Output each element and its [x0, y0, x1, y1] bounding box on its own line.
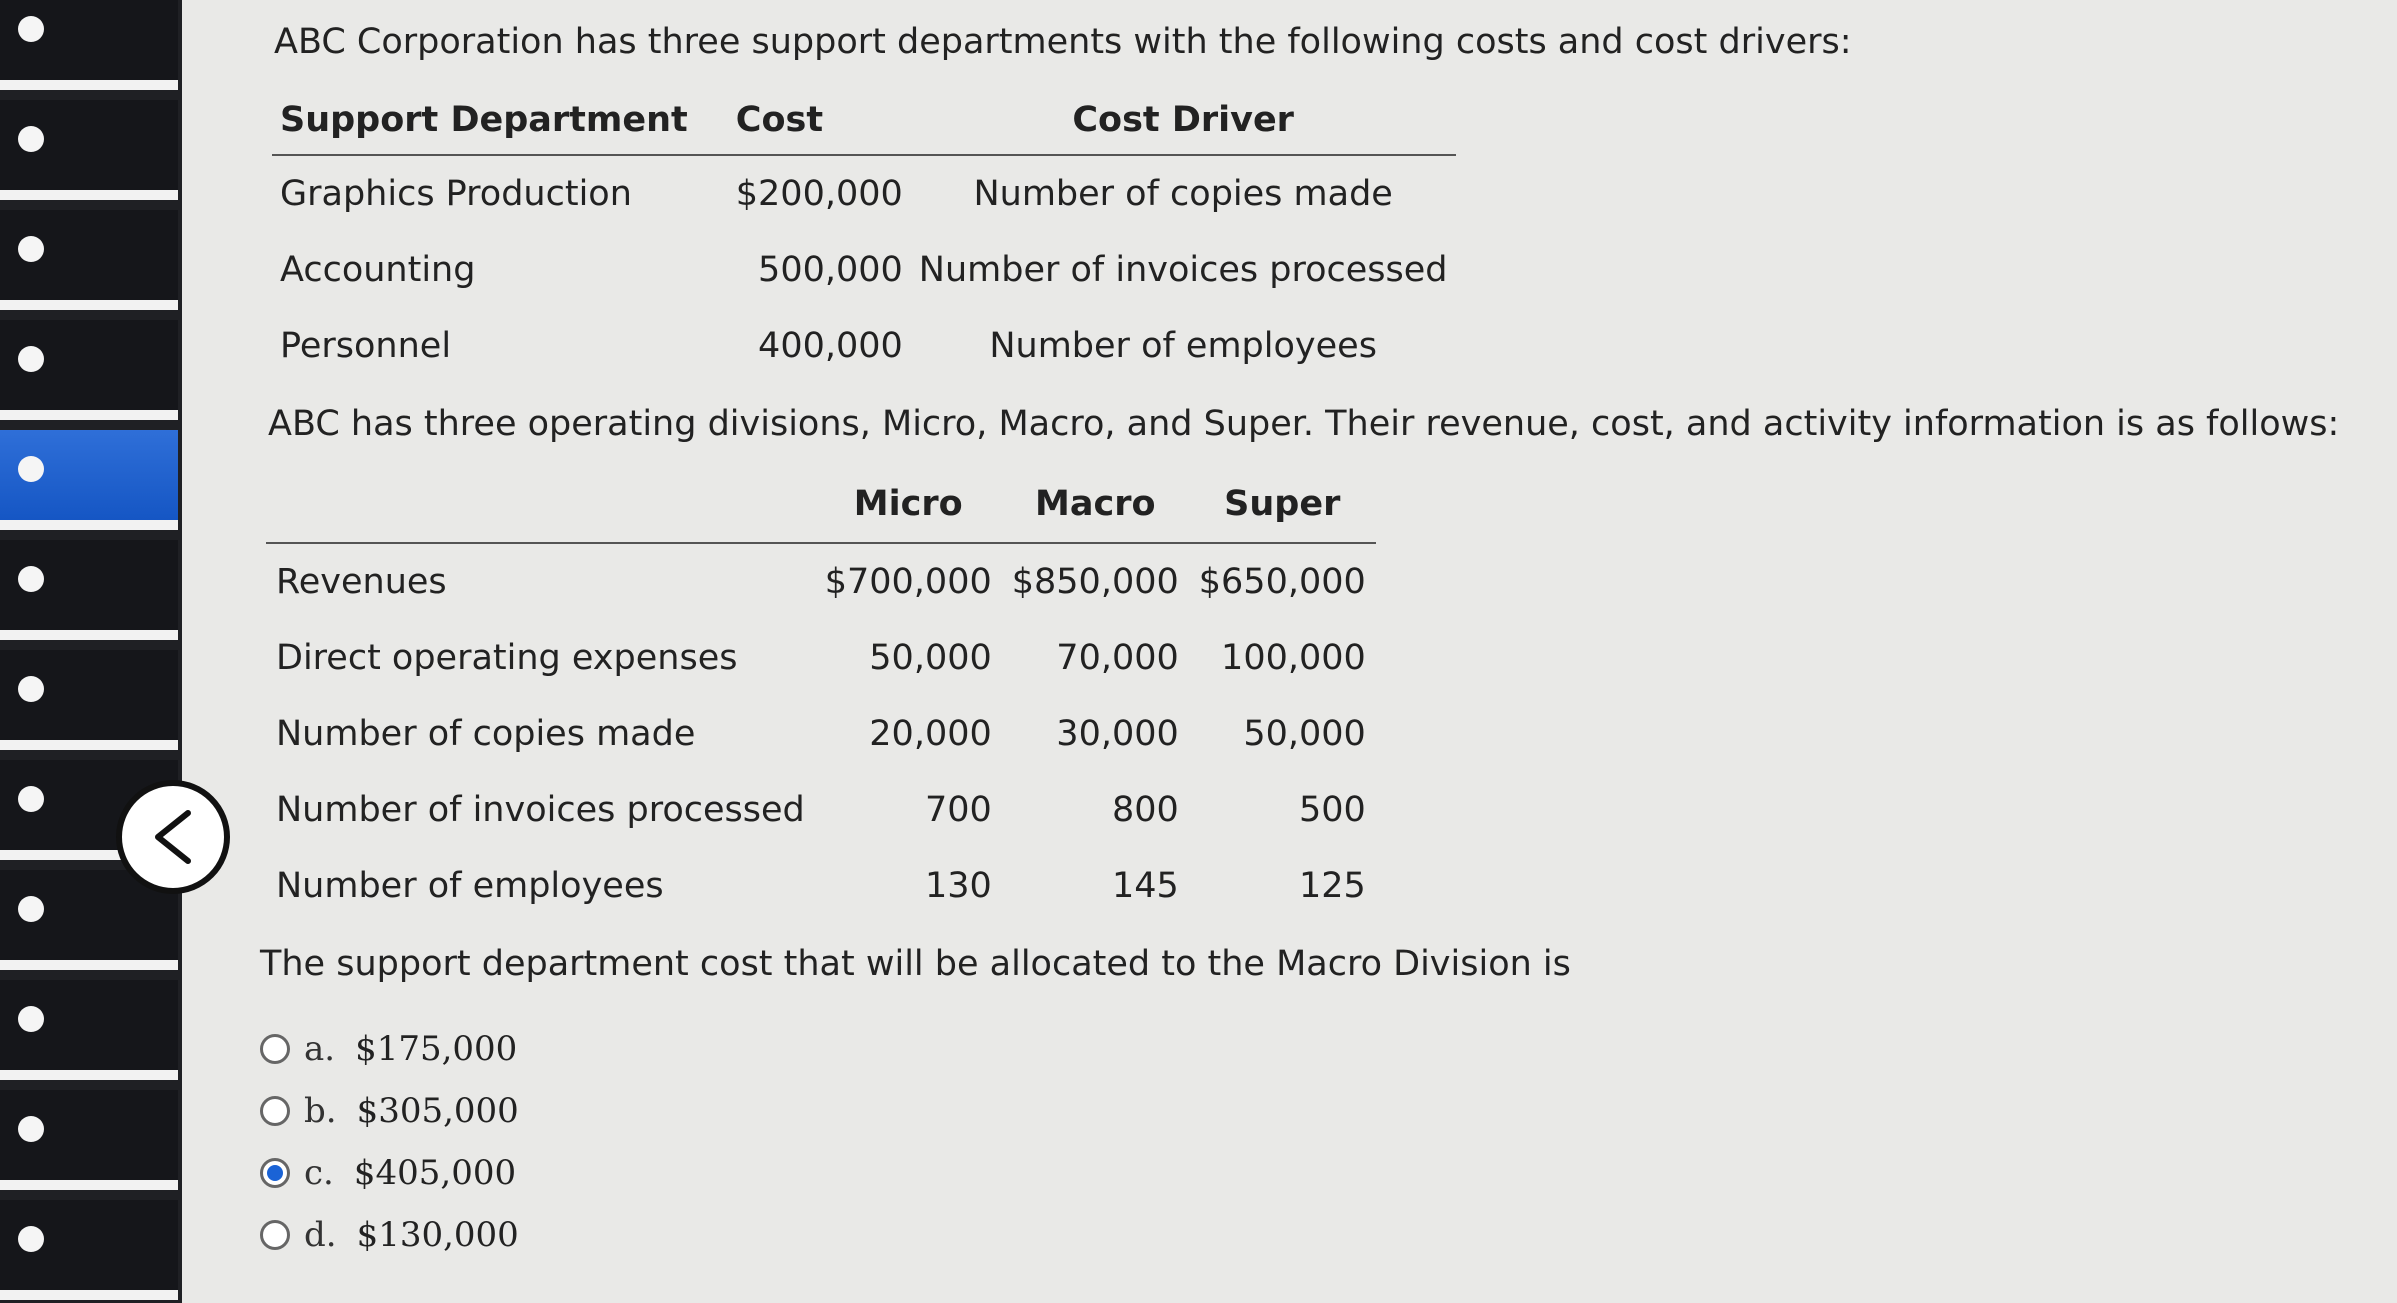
radio-button[interactable] [260, 1096, 290, 1126]
table-row [266, 696, 1376, 772]
dept-driver: Number of employees [989, 326, 1377, 366]
option-letter: b. [304, 1091, 337, 1131]
status-dot-icon [18, 456, 44, 482]
row-label: Direct operating expenses [276, 638, 738, 678]
divisions-intro-text: ABC has three operating divisions, Micro, Macro, and Super. Their revenue, cost, and activity information is as follows: [268, 404, 2340, 444]
status-dot-icon [18, 16, 44, 42]
radio-button[interactable] [260, 1220, 290, 1250]
micro-value: 700 [924, 790, 992, 830]
table-row [266, 772, 1376, 848]
super-value: 500 [1298, 790, 1366, 830]
answer-option-a[interactable] [260, 1018, 519, 1080]
row-label: Number of copies made [276, 714, 696, 754]
status-dot-icon [18, 566, 44, 592]
dept-cost: 400,000 [758, 326, 903, 366]
table-header-row [266, 484, 1376, 543]
answer-option-d[interactable] [260, 1204, 519, 1266]
dept-cost: $200,000 [735, 174, 903, 214]
status-dot-icon [18, 786, 44, 812]
status-dot-icon [18, 1006, 44, 1032]
sidebar-question-11[interactable] [0, 1090, 178, 1190]
row-label: Number of employees [276, 866, 664, 906]
dept-name: Personnel [280, 326, 452, 366]
status-dot-icon [18, 1116, 44, 1142]
sidebar-question-7[interactable] [0, 650, 178, 750]
table-row [266, 620, 1376, 696]
macro-value: $850,000 [1011, 562, 1179, 602]
collapse-sidebar-button[interactable] [116, 780, 230, 894]
sidebar-question-1[interactable] [0, 0, 178, 90]
table-header-row [272, 100, 1456, 155]
option-letter: d. [304, 1215, 337, 1255]
sidebar-question-5-current[interactable] [0, 430, 178, 530]
super-value: 50,000 [1243, 714, 1366, 754]
status-dot-icon [18, 1226, 44, 1252]
support-departments-table [272, 100, 1456, 384]
option-letter: a. [304, 1029, 336, 1069]
status-dot-icon [18, 346, 44, 372]
status-dot-icon [18, 126, 44, 152]
table-row [266, 543, 1376, 620]
question-text: The support department cost that will be allocated to the Macro Division is [260, 944, 1571, 984]
option-value: $405,000 [353, 1153, 517, 1193]
answer-option-b[interactable] [260, 1080, 519, 1142]
sidebar-question-6[interactable] [0, 540, 178, 640]
row-label: Number of invoices processed [276, 790, 805, 830]
macro-value: 800 [1111, 790, 1179, 830]
macro-value: 70,000 [1056, 638, 1179, 678]
table-row [272, 308, 1456, 384]
option-letter: c. [304, 1153, 334, 1193]
radio-button[interactable] [260, 1034, 290, 1064]
status-dot-icon [18, 676, 44, 702]
header-blank [266, 484, 815, 543]
table-row [272, 232, 1456, 308]
header-cost-driver: Cost Driver [1072, 100, 1294, 140]
intro-text: ABC Corporation has three support departments with the following costs and cost drivers: [274, 22, 1852, 62]
header-super: Super [1224, 484, 1341, 524]
chevron-left-icon [148, 807, 198, 867]
macro-value: 30,000 [1056, 714, 1179, 754]
header-support-department: Support Department [280, 100, 688, 140]
super-value: $650,000 [1198, 562, 1366, 602]
row-label: Revenues [276, 562, 447, 602]
sidebar-question-2[interactable] [0, 100, 178, 200]
sidebar-question-12[interactable] [0, 1200, 178, 1300]
super-value: 100,000 [1221, 638, 1366, 678]
status-dot-icon [18, 236, 44, 262]
macro-value: 145 [1111, 866, 1179, 906]
option-value: $305,000 [356, 1091, 519, 1131]
header-cost: Cost [735, 100, 824, 140]
option-value: $130,000 [356, 1215, 519, 1255]
answer-option-c[interactable] [260, 1142, 519, 1204]
micro-value: $700,000 [824, 562, 992, 602]
status-dot-icon [18, 896, 44, 922]
sidebar-question-3[interactable] [0, 210, 178, 310]
dept-driver: Number of copies made [973, 174, 1393, 214]
dept-name: Graphics Production [280, 174, 632, 214]
header-macro: Macro [1035, 484, 1156, 524]
question-navigation-sidebar [0, 0, 182, 1303]
micro-value: 20,000 [869, 714, 992, 754]
super-value: 125 [1298, 866, 1366, 906]
sidebar-question-4[interactable] [0, 320, 178, 420]
answer-options [260, 1018, 519, 1266]
micro-value: 50,000 [869, 638, 992, 678]
dept-driver: Number of invoices processed [918, 250, 1448, 290]
header-micro: Micro [853, 484, 963, 524]
micro-value: 130 [924, 866, 992, 906]
dept-name: Accounting [280, 250, 476, 290]
sidebar-question-10[interactable] [0, 980, 178, 1080]
radio-button-selected[interactable] [260, 1158, 290, 1188]
table-row [272, 155, 1456, 232]
dept-cost: 500,000 [758, 250, 903, 290]
option-value: $175,000 [355, 1029, 518, 1069]
table-row [266, 848, 1376, 924]
divisions-table [266, 484, 1376, 924]
